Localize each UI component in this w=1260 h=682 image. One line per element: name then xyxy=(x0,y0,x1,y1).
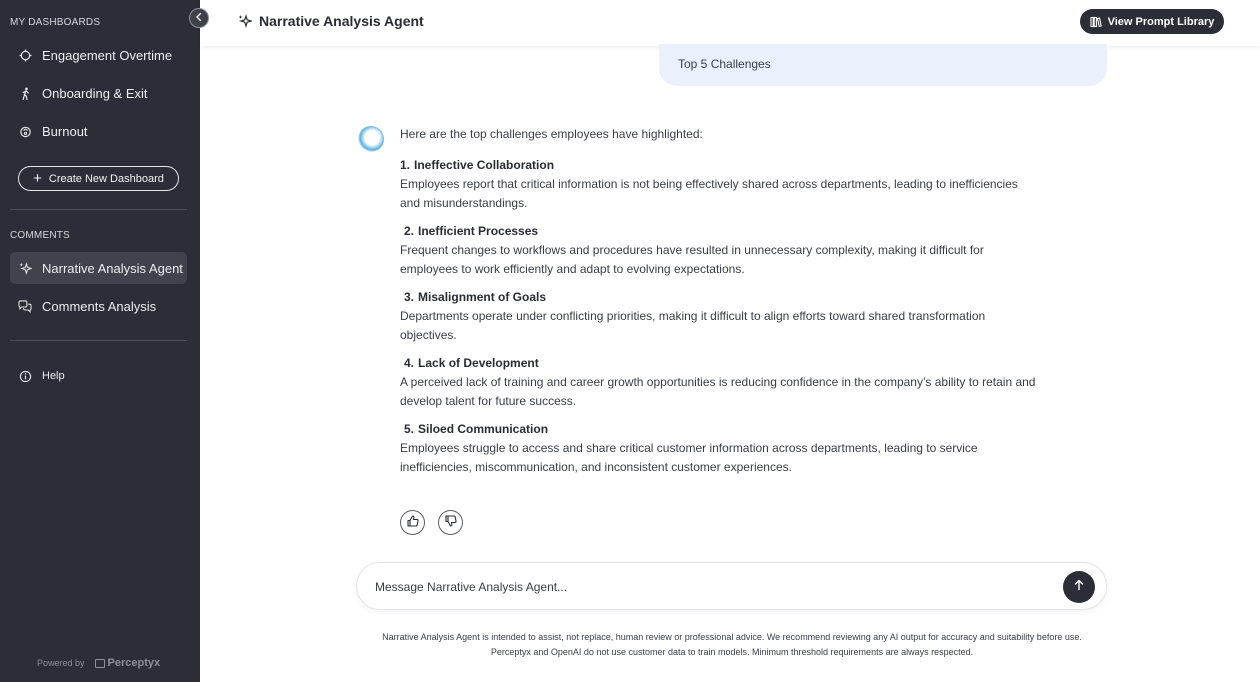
item-title-text: Siloed Communication xyxy=(418,422,549,436)
item-number: 4. xyxy=(404,356,415,370)
sidebar-divider xyxy=(10,340,187,341)
user-message-bubble xyxy=(659,44,1107,86)
sidebar-item-help[interactable] xyxy=(10,360,187,392)
item-title-text: Lack of Development xyxy=(418,356,539,370)
thumbs-up-icon xyxy=(407,514,419,532)
sidebar-item-label: Burnout xyxy=(42,123,88,139)
sidebar-item-narrative-analysis-agent[interactable] xyxy=(10,252,187,284)
create-new-dashboard-label: Create New Dashboard xyxy=(48,172,164,185)
disclaimer xyxy=(360,630,1104,660)
library-icon xyxy=(1090,16,1102,28)
user-message-text: Top 5 Challenges xyxy=(678,57,771,71)
thumbs-down-icon xyxy=(445,514,457,532)
section-my-dashboards: MY DASHBOARDS xyxy=(10,17,101,28)
sidebar-item-comments-analysis[interactable] xyxy=(10,290,187,322)
message-input[interactable] xyxy=(375,577,1035,597)
item-number: 2. xyxy=(404,224,415,238)
section-comments: COMMENTS xyxy=(10,230,70,241)
burnout-icon xyxy=(18,124,32,138)
response-item xyxy=(400,354,1040,411)
sidebar-item-label: Engagement Overtime xyxy=(42,47,173,63)
thumbs-down-button[interactable] xyxy=(438,510,463,535)
sidebar-item-label: Onboarding & Exit xyxy=(42,85,148,101)
chevron-left-icon xyxy=(194,9,204,27)
brand-logo xyxy=(95,657,161,669)
powered-by xyxy=(37,657,160,669)
item-title-text: Inefficient Processes xyxy=(418,224,539,238)
sidebar xyxy=(0,0,200,682)
agent-response xyxy=(400,125,1040,486)
info-icon xyxy=(18,369,32,383)
item-number: 5. xyxy=(404,422,415,436)
brand-name: Perceptyx xyxy=(107,657,161,669)
collapse-sidebar-button[interactable] xyxy=(189,8,209,28)
perceptyx-logo-icon xyxy=(95,659,105,668)
page-title xyxy=(238,13,424,29)
sidebar-item-label: Comments Analysis xyxy=(42,298,157,314)
response-item xyxy=(400,420,1040,477)
response-item-title xyxy=(400,156,1040,175)
response-item xyxy=(400,288,1040,345)
response-item-title xyxy=(400,420,1040,439)
sidebar-item-burnout[interactable] xyxy=(10,115,187,147)
response-item-body: Departments operate under conflicting priorities, making it difficult to align efforts toward shared transformation objectives. xyxy=(400,309,986,342)
sidebar-item-label: Narrative Analysis Agent xyxy=(42,260,183,276)
response-item-body: Frequent changes to workflows and procedures have resulted in unnecessary complexity, making it difficult for employees to work efficiently and adapt to evolving expectations. xyxy=(400,243,984,276)
sidebar-item-engagement-overtime[interactable] xyxy=(10,39,187,71)
item-title-text: Ineffective Collaboration xyxy=(414,158,555,172)
response-item-body: A perceived lack of training and career growth opportunities is reducing confidence in the company’s ability to retain and develop talent for future success. xyxy=(400,375,1036,408)
sparkle-icon xyxy=(18,261,32,275)
sidebar-item-onboarding-exit[interactable] xyxy=(10,77,187,109)
message-composer xyxy=(356,562,1107,610)
page-title-text: Narrative Analysis Agent xyxy=(259,13,424,29)
create-new-dashboard-button[interactable] xyxy=(18,166,179,191)
sidebar-item-label: Help xyxy=(42,370,65,382)
response-item-body: Employees struggle to access and share critical customer information across departments, leading to service inefficiencies, miscommunication, and inconsistent customer experiences. xyxy=(400,441,978,474)
agent-avatar-icon xyxy=(358,126,384,152)
response-item xyxy=(400,156,1040,213)
thumbs-up-button[interactable] xyxy=(400,510,425,535)
arrow-up-icon xyxy=(1073,578,1085,596)
response-item xyxy=(400,222,1040,279)
target-icon xyxy=(18,48,32,62)
disclaimer-line-2: Perceptyx and OpenAI do not use customer data to train models. Minimum threshold requirements are always respected. xyxy=(490,647,974,657)
view-prompt-library-label: View Prompt Library xyxy=(1107,15,1215,28)
sparkle-icon xyxy=(238,14,252,28)
view-prompt-library-button[interactable] xyxy=(1080,9,1224,34)
chat-bubbles-icon xyxy=(18,299,32,313)
response-intro: Here are the top challenges employees have highlighted: xyxy=(400,127,703,141)
powered-by-text: Powered by xyxy=(37,658,85,668)
item-number: 1. xyxy=(400,158,411,172)
walking-person-icon xyxy=(18,86,32,100)
response-item-title xyxy=(400,288,1040,307)
plus-icon: + xyxy=(33,170,42,187)
item-title-text: Misalignment of Goals xyxy=(418,290,547,304)
item-number: 3. xyxy=(404,290,415,304)
send-button[interactable] xyxy=(1063,571,1095,603)
response-item-body: Employees report that critical information is not being effectively shared across departments, leading to inefficiencies and misunderstandings. xyxy=(400,177,1018,210)
disclaimer-line-1: Narrative Analysis Agent is intended to assist, not replace, human review or professional advice. We recommend reviewing any AI output for accuracy and suitability before use. xyxy=(382,632,1082,642)
sidebar-divider xyxy=(10,209,187,210)
response-item-title xyxy=(400,222,1040,241)
header xyxy=(200,0,1260,46)
response-item-title xyxy=(400,354,1040,373)
